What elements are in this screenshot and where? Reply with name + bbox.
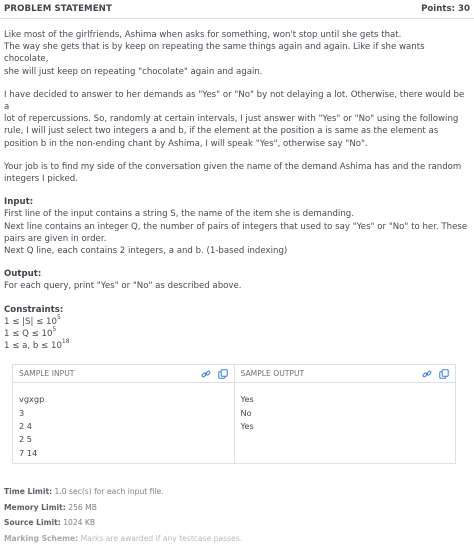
input-line: First line of the input contains a string S, the name of the item she is demanding.	[4, 209, 354, 220]
statement-line: position b in the non-ending chant by Ashima, I will speak "Yes", otherwise say "No".	[4, 138, 368, 149]
statement-line: The way she gets that is by keep on repeating the same things again and again. Like if she wants chocolate,	[4, 42, 425, 65]
constraint-line	[4, 340, 470, 352]
output-heading: Output:	[4, 269, 42, 280]
problem-statement-title: PROBLEM STATEMENT	[4, 3, 112, 14]
sample-input-panel	[13, 365, 234, 463]
constraint-line	[4, 313, 470, 328]
copy-icon[interactable]	[439, 369, 449, 379]
sample-input-text: vgxgp 3 2 4 2 5 7 14	[19, 394, 45, 458]
output-line: For each query, print "Yes" or "No" as described above.	[4, 281, 242, 292]
statement-line: integers I picked.	[4, 174, 78, 185]
link-icon[interactable]	[201, 369, 211, 379]
constraint-text: 1 ≤ Q ≤ 10	[4, 329, 53, 340]
constraints-section	[4, 304, 470, 353]
constraint-exponent: 18	[61, 338, 70, 346]
rule-paragraph	[4, 89, 470, 150]
task-paragraph	[4, 161, 470, 185]
statement-line: she will just keep on repeating "chocolate" again and again.	[4, 66, 263, 77]
constraint-exponent: 5	[56, 313, 61, 321]
statement-line: I have decided to answer to her demands as "Yes" or "No" by not delaying a lot. Otherwise, there would be a	[4, 89, 465, 113]
link-icon[interactable]	[422, 369, 432, 379]
sample-output-label: SAMPLE OUTPUT	[240, 368, 305, 378]
input-line: Next Q line, each contains 2 integers, a and b. (1-based indexing)	[4, 246, 288, 257]
memory-limit-value: 256 MB	[68, 502, 97, 512]
problem-header	[0, 0, 474, 19]
constraints-heading: Constraints:	[4, 304, 64, 315]
limits-section	[0, 484, 474, 546]
constraint-line	[4, 328, 470, 340]
memory-limit	[4, 500, 474, 516]
statement-line: Your job is to find my side of the conversation given the name of the demand Ashima has and the random	[4, 161, 462, 172]
source-limit	[4, 515, 474, 531]
intro-paragraph	[4, 29, 470, 78]
constraint-text: 1 ≤ |S| ≤ 10	[4, 316, 57, 327]
constraint-text: 1 ≤ a, b ≤ 10	[4, 341, 62, 352]
sample-input-label: SAMPLE INPUT	[19, 368, 75, 378]
copy-icon[interactable]	[218, 369, 228, 379]
input-heading: Input:	[4, 197, 34, 208]
source-limit-label: Source Limit:	[4, 518, 61, 528]
marking-scheme	[4, 531, 474, 546]
sample-io-box	[12, 364, 456, 464]
sample-output-panel	[234, 365, 456, 463]
marking-scheme-label: Marking Scheme:	[4, 533, 79, 543]
statement-line: Like most of the girlfriends, Ashima when asks for something, won't stop until she gets that.	[4, 30, 402, 40]
source-limit-value: 1024 KB	[63, 518, 96, 528]
memory-limit-label: Memory Limit:	[4, 502, 66, 512]
problem-content	[0, 19, 474, 352]
time-limit-value: 1.0 sec(s) for each input file.	[54, 487, 164, 497]
constraint-exponent: 5	[52, 326, 57, 334]
points-label: Points: 30	[421, 3, 470, 14]
sample-output-text: Yes No Yes	[240, 394, 254, 432]
time-limit-label: Time Limit:	[4, 487, 53, 497]
statement-line: rule, I will just select two integers a and b, if the element at the position a is same as the element as	[4, 126, 439, 137]
input-line: pairs are given in order.	[4, 233, 107, 244]
input-line: Next line contains an integer Q, the number of pairs of integers that used to say "Yes" or "No" to her. These	[4, 221, 468, 232]
sample-input-header	[13, 365, 234, 383]
time-limit	[4, 484, 474, 500]
output-section	[4, 268, 470, 292]
input-section	[4, 196, 470, 257]
statement-line: lot of repercussions. So, randomly at certain intervals, I just answer with "Yes" or "No" using the following	[4, 114, 459, 125]
sample-output-header	[235, 365, 456, 383]
marking-scheme-value: Marks are awarded if any testcase passes.	[80, 533, 243, 543]
